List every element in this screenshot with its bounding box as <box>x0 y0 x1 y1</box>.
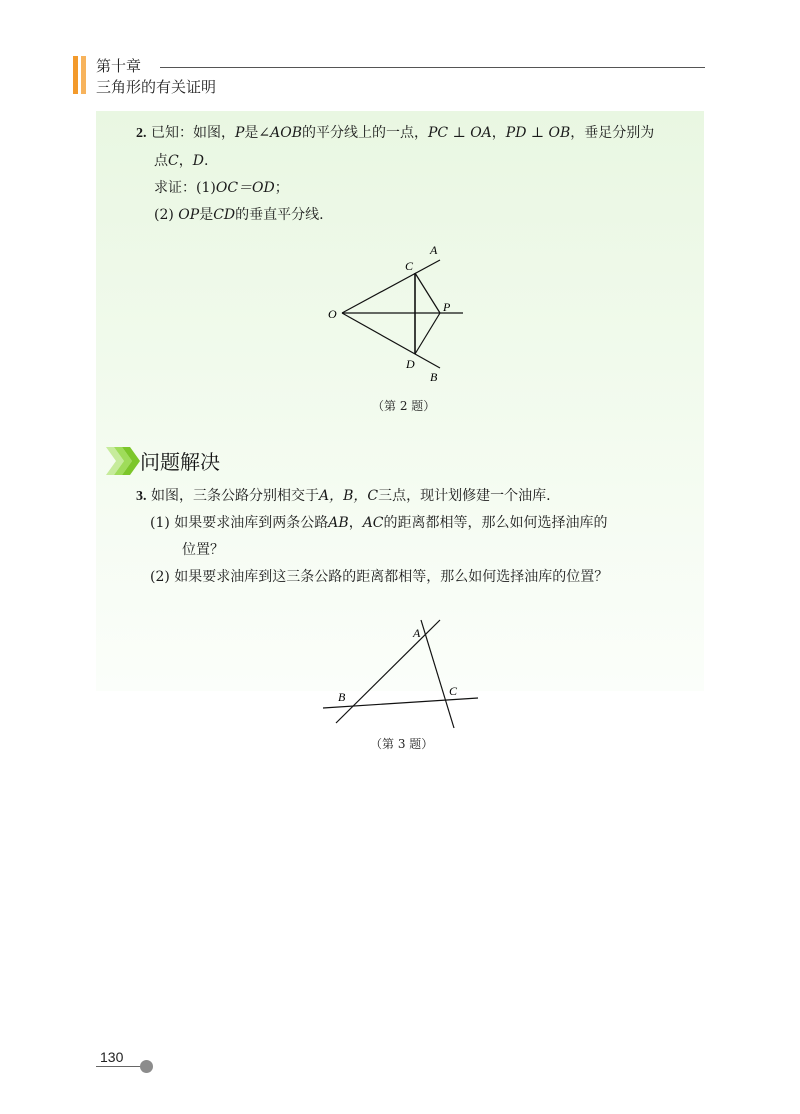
problem3-sub2: (2) 如果要求油库到这三条公路的距离都相等，那么如何选择油库的位置？ <box>150 569 609 585</box>
section-arrow-icon <box>106 445 140 477</box>
problem2-caption: （第 2 题） <box>372 399 436 413</box>
road-AB <box>336 620 440 723</box>
label-B: B <box>338 690 346 704</box>
problem3-figure <box>318 618 488 733</box>
page-number-rule <box>96 1066 142 1067</box>
label-B: B <box>430 370 438 384</box>
problem3-sub1: (1) 如果要求油库到两条公路AB，AC的距离都相等，那么如何选择油库的 <box>150 515 608 531</box>
label-A: A <box>413 626 421 640</box>
road-AC <box>421 620 454 728</box>
problem3-line1: 3. 如图，三条公路分别相交于A，B，C三点，现计划修建一个油库. <box>136 488 551 504</box>
problem3-caption: （第 3 题） <box>370 737 434 751</box>
segment-DP <box>415 313 440 354</box>
label-P: P <box>443 300 451 314</box>
ray-OB <box>342 313 440 368</box>
label-D: D <box>406 357 415 371</box>
label-C: C <box>449 684 458 698</box>
problem2-line2: 点C，D. <box>154 153 209 169</box>
page-number: 130 <box>100 1049 124 1065</box>
label-A: A <box>430 243 438 257</box>
ray-OA <box>342 260 440 313</box>
problem2-prove1: 求证：(1)OC＝OD； <box>154 180 289 196</box>
page-dot-icon <box>140 1060 153 1073</box>
header-rule <box>160 67 705 68</box>
chapter-label: 第十章 <box>96 57 142 75</box>
problem2-line1: 2. 已知：如图，P是∠AOB的平分线上的一点，PC ⊥ OA，PD ⊥ OB，垂足分别为 <box>136 125 655 141</box>
header-accent-bar <box>73 56 78 94</box>
segment-CP <box>415 273 440 313</box>
header-accent-bar-light <box>81 56 86 94</box>
problem3-sub1-cont: 位置？ <box>182 542 224 558</box>
label-C: C <box>405 259 414 273</box>
section-title: 问题解决 <box>140 450 220 474</box>
problem2-prove2: (2) OP是CD的垂直平分线. <box>154 207 324 223</box>
road-BC <box>323 698 478 708</box>
problem2-figure <box>320 238 480 388</box>
chapter-title: 三角形的有关证明 <box>96 78 217 96</box>
label-O: O <box>328 307 337 321</box>
